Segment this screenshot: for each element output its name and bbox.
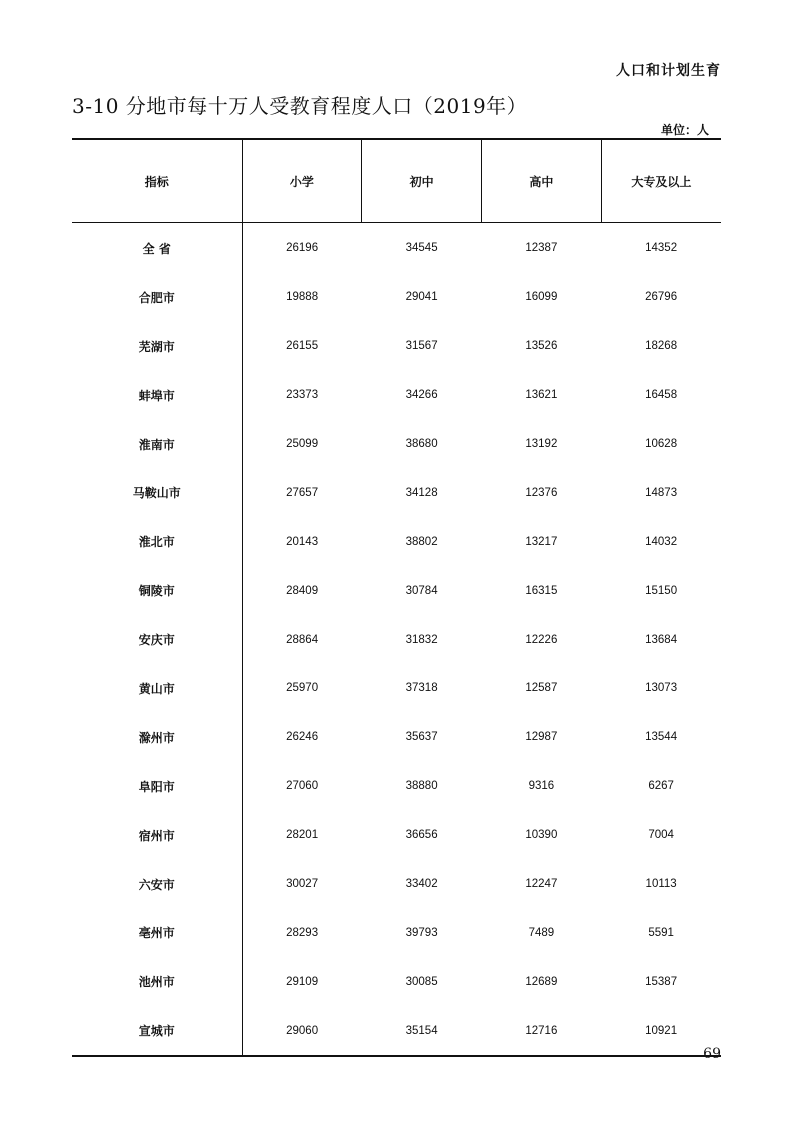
region-name-cell: 宿州市 (72, 811, 242, 860)
table-row (72, 371, 721, 420)
column-header-indicator: 指标 (72, 139, 242, 223)
value-cell: 18268 (645, 340, 678, 353)
table-row (72, 517, 721, 566)
value-cell: 16458 (645, 389, 678, 402)
value-cell: 30027 (286, 878, 319, 891)
value-cell: 12376 (525, 486, 558, 499)
value-cell: 14352 (645, 242, 678, 255)
value-cell: 13073 (645, 682, 678, 695)
table-row (72, 664, 721, 713)
table-row (72, 762, 721, 811)
region-name-cell: 铜陵市 (72, 566, 242, 615)
region-name-cell: 淮南市 (72, 420, 242, 469)
value-cell: 33402 (405, 878, 438, 891)
value-cell: 29060 (286, 1024, 319, 1037)
value-cell: 10921 (645, 1024, 678, 1037)
value-cell: 26796 (645, 291, 678, 304)
value-cell: 28201 (286, 829, 319, 842)
value-cell: 34128 (405, 486, 438, 499)
value-cell: 38802 (405, 535, 438, 548)
value-cell: 13544 (645, 731, 678, 744)
region-name-cell: 亳州市 (72, 908, 242, 957)
value-cell: 27060 (286, 780, 319, 793)
table-title: 3-10 分地市每十万人受教育程度人口（2019年） (72, 94, 528, 118)
value-cell: 13621 (525, 389, 558, 402)
table-row (72, 566, 721, 615)
value-cell: 38680 (405, 438, 438, 450)
value-cell: 9316 (528, 780, 555, 793)
value-cell: 15150 (645, 584, 678, 597)
region-name-cell: 宣城市 (72, 1006, 242, 1056)
value-cell: 38880 (405, 780, 438, 793)
table-row (72, 908, 721, 957)
value-cell: 12716 (525, 1024, 558, 1037)
column-header-junior: 初中 (362, 139, 482, 223)
value-cell: 19888 (286, 291, 319, 304)
value-cell: 15387 (645, 975, 678, 988)
value-cell: 6267 (648, 780, 674, 793)
value-cell: 26155 (286, 340, 319, 353)
value-cell: 12689 (525, 975, 558, 988)
table-row (72, 420, 721, 469)
region-name-cell: 阜阳市 (72, 762, 242, 811)
value-cell: 27657 (286, 486, 319, 499)
region-name-cell: 马鞍山市 (72, 468, 242, 517)
value-cell: 36656 (405, 829, 438, 842)
value-cell: 23373 (286, 389, 319, 402)
value-cell: 35154 (405, 1024, 438, 1037)
value-cell: 28409 (286, 584, 319, 597)
table-row (72, 860, 721, 909)
region-name-cell: 合肥市 (72, 273, 242, 322)
value-cell: 12587 (525, 682, 558, 695)
value-cell: 28293 (286, 926, 319, 939)
region-name-cell: 芜湖市 (72, 322, 242, 371)
value-cell: 25970 (286, 682, 319, 695)
value-cell: 14873 (645, 486, 678, 499)
table-row (72, 811, 721, 860)
value-cell: 34266 (405, 389, 438, 402)
value-cell: 12226 (525, 633, 558, 646)
value-cell: 14032 (645, 535, 678, 548)
region-name-cell: 蚌埠市 (72, 371, 242, 420)
column-header-college: 大专及以上 (601, 139, 721, 223)
table-row (72, 468, 721, 517)
value-cell: 26246 (286, 731, 319, 744)
value-cell: 13526 (525, 340, 558, 353)
section-header: 人口和计划生育 (616, 63, 721, 79)
value-cell: 26196 (286, 242, 319, 255)
header-row (72, 139, 721, 223)
data-table (72, 138, 721, 1057)
table-row (72, 615, 721, 664)
value-cell: 31832 (405, 633, 438, 646)
value-cell: 34545 (405, 242, 438, 255)
region-name-cell: 滁州市 (72, 713, 242, 762)
value-cell: 29109 (286, 975, 319, 988)
value-cell: 25099 (286, 438, 319, 450)
value-cell: 7004 (648, 829, 674, 842)
table-row (72, 1006, 721, 1056)
table-row (72, 713, 721, 762)
value-cell: 13684 (645, 633, 678, 646)
value-cell: 16315 (525, 584, 558, 597)
value-cell: 12387 (525, 242, 558, 255)
table-row (72, 273, 721, 322)
value-cell: 12247 (525, 878, 558, 891)
value-cell: 30784 (405, 584, 438, 597)
value-cell: 31567 (405, 340, 438, 353)
column-header-senior: 高中 (482, 139, 602, 223)
value-cell: 5591 (648, 926, 674, 939)
value-cell: 29041 (405, 291, 438, 304)
page-number: 69 (703, 1046, 721, 1062)
value-cell: 37318 (405, 682, 438, 695)
region-name-cell: 六安市 (72, 860, 242, 909)
unit-label: 单位：人 (660, 123, 709, 137)
table-row (72, 957, 721, 1006)
value-cell: 39793 (405, 926, 438, 939)
table-row (72, 322, 721, 371)
value-cell: 13192 (525, 438, 558, 450)
value-cell: 20143 (286, 535, 319, 548)
data-table-container (72, 138, 721, 1057)
value-cell: 10390 (525, 829, 558, 842)
value-cell: 7489 (528, 926, 555, 939)
value-cell: 10113 (645, 878, 677, 891)
value-cell: 30085 (405, 975, 438, 988)
value-cell: 28864 (286, 633, 319, 646)
value-cell: 13217 (525, 535, 558, 548)
table-row (72, 223, 721, 273)
value-cell: 10628 (645, 438, 678, 450)
region-name-cell: 安庆市 (72, 615, 242, 664)
region-name-cell: 黄山市 (72, 664, 242, 713)
region-name-cell: 池州市 (72, 957, 242, 1006)
value-cell: 12987 (525, 731, 558, 744)
table-body (72, 223, 721, 1057)
region-name-cell: 全 省 (72, 223, 242, 273)
value-cell: 35637 (405, 731, 438, 744)
column-header-primary: 小学 (242, 139, 362, 223)
region-name-cell: 淮北市 (72, 517, 242, 566)
value-cell: 16099 (525, 291, 558, 304)
